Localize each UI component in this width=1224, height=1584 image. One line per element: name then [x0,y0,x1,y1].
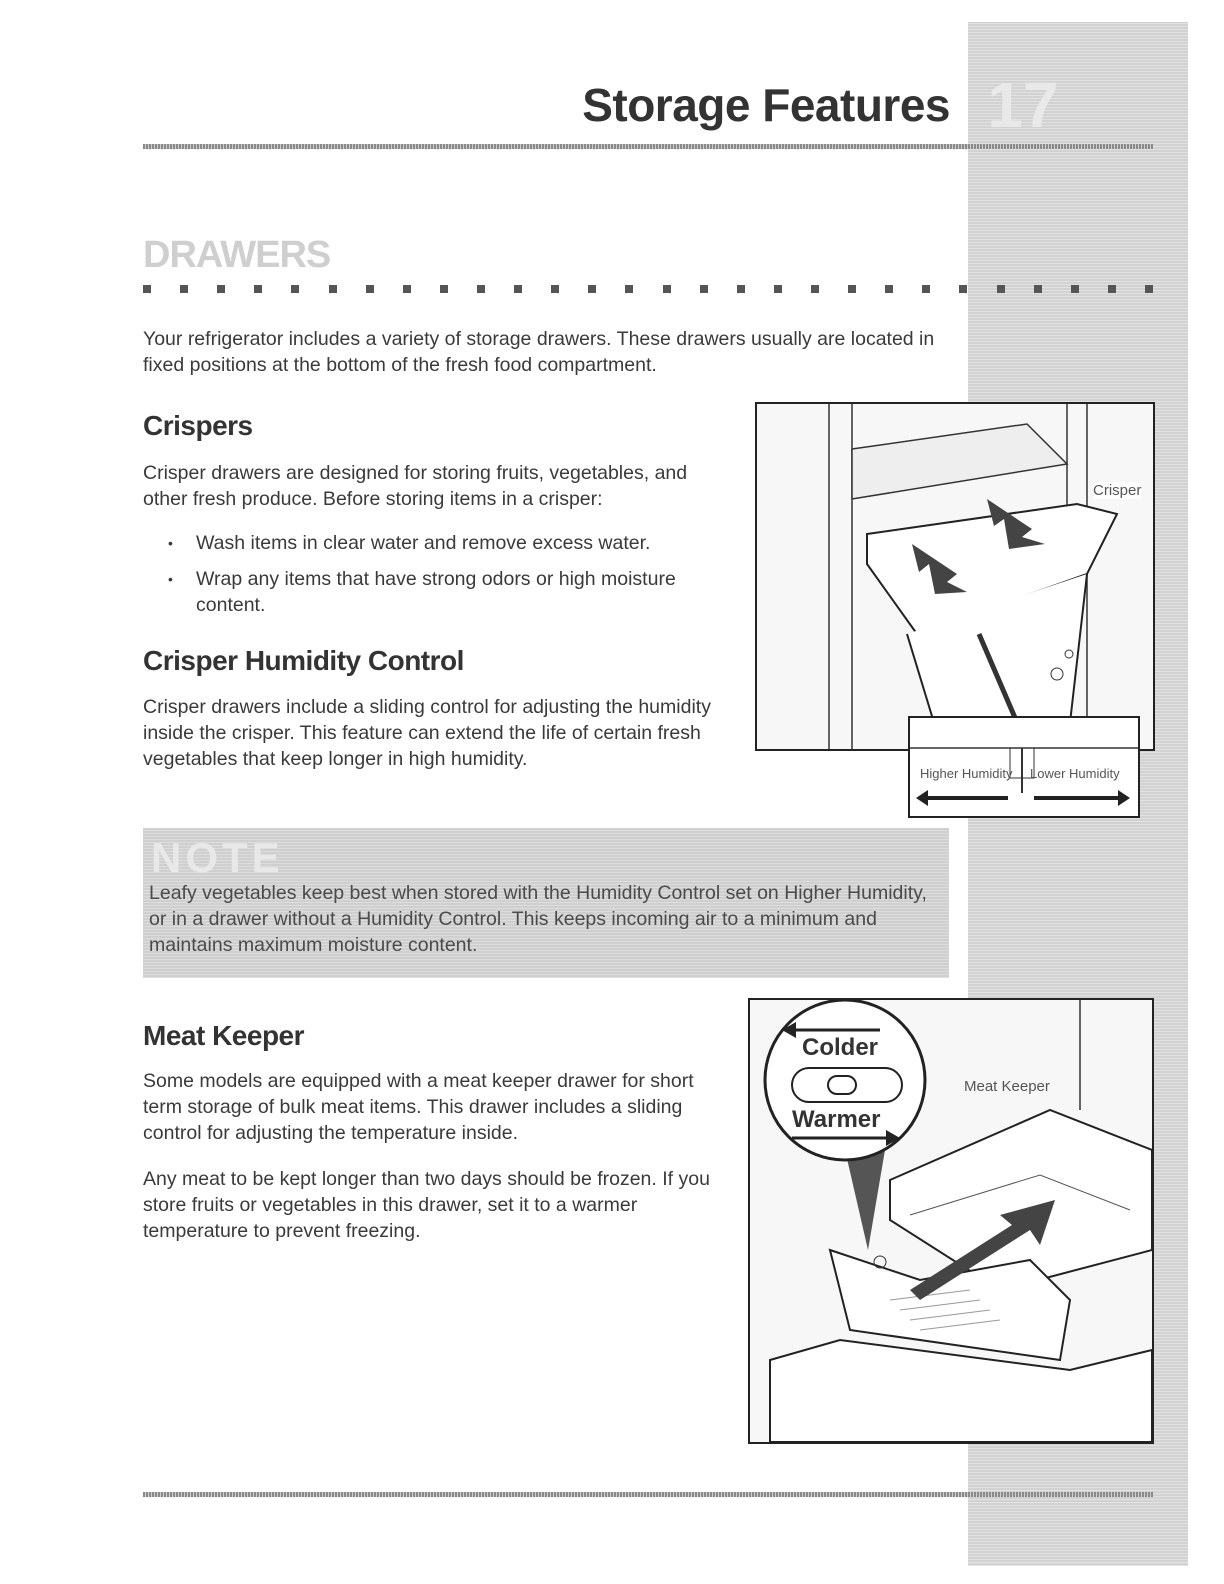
header-rule [143,144,1153,149]
meat-keeper-label: Meat Keeper [964,1078,1050,1095]
humidity-body: Crisper drawers include a sliding control for adjusting the humidity inside the crisper. This feature can extend the life of certain fresh vegetables that keep longer in high humidity. [143,696,711,770]
meat-keeper-illustration [748,998,1154,1444]
warmer-label: Warmer [792,1106,881,1133]
crisper-drawing [757,404,1153,749]
note-label: NOTE [151,834,284,881]
note-box [143,828,949,978]
note-text: Leafy vegetables keep best when stored with the Humidity Control set on Higher Humidity, or in a drawer without a Humidity Control. This keeps incoming air to a minimum and maintains maximum moisture content. [149,882,927,956]
colder-label: Colder [802,1034,879,1061]
meat-keeper-heading: Meat Keeper [143,1020,305,1051]
meat-keeper-drawing [750,1000,1152,1442]
crisper-label: Crisper [1093,482,1142,499]
list-item: • Wash items in clear water and remove excess water. [168,530,728,556]
lower-humidity-label: Lower Humidity [1030,766,1120,781]
page-number: 17 [987,69,1059,141]
crisper-illustration [755,402,1155,751]
dotted-divider [143,285,1153,293]
section-heading: DRAWERS [143,234,331,276]
crispers-heading: Crispers [143,410,253,441]
meat-keeper-body-2: Any meat to be kept longer than two days should be frozen. If you store fruits or vegetables in this drawer, set it to a warmer temperature to prevent freezing. [143,1168,710,1242]
page-title: Storage Features [582,79,950,131]
crispers-body: Crisper drawers are designed for storing fruits, vegetables, and other fresh produce. Before storing items in a crisper: [143,462,688,510]
list-item: • Wrap any items that have strong odors or high moisture content. [168,566,728,618]
humidity-heading: Crisper Humidity Control [143,645,464,676]
footer-rule [143,1492,1153,1497]
humidity-slider-inset [908,716,1140,818]
higher-humidity-label: Higher Humidity [920,766,1013,781]
meat-keeper-body-1: Some models are equipped with a meat keeper drawer for short term storage of bulk meat items. This drawer includes a sliding control for adjusting the temperature inside. [143,1070,694,1144]
intro-paragraph: Your refrigerator includes a variety of storage drawers. These drawers usually are located in fixed positions at the bottom of the fresh food compartment. [143,328,935,376]
crispers-bullet-list [168,530,728,628]
